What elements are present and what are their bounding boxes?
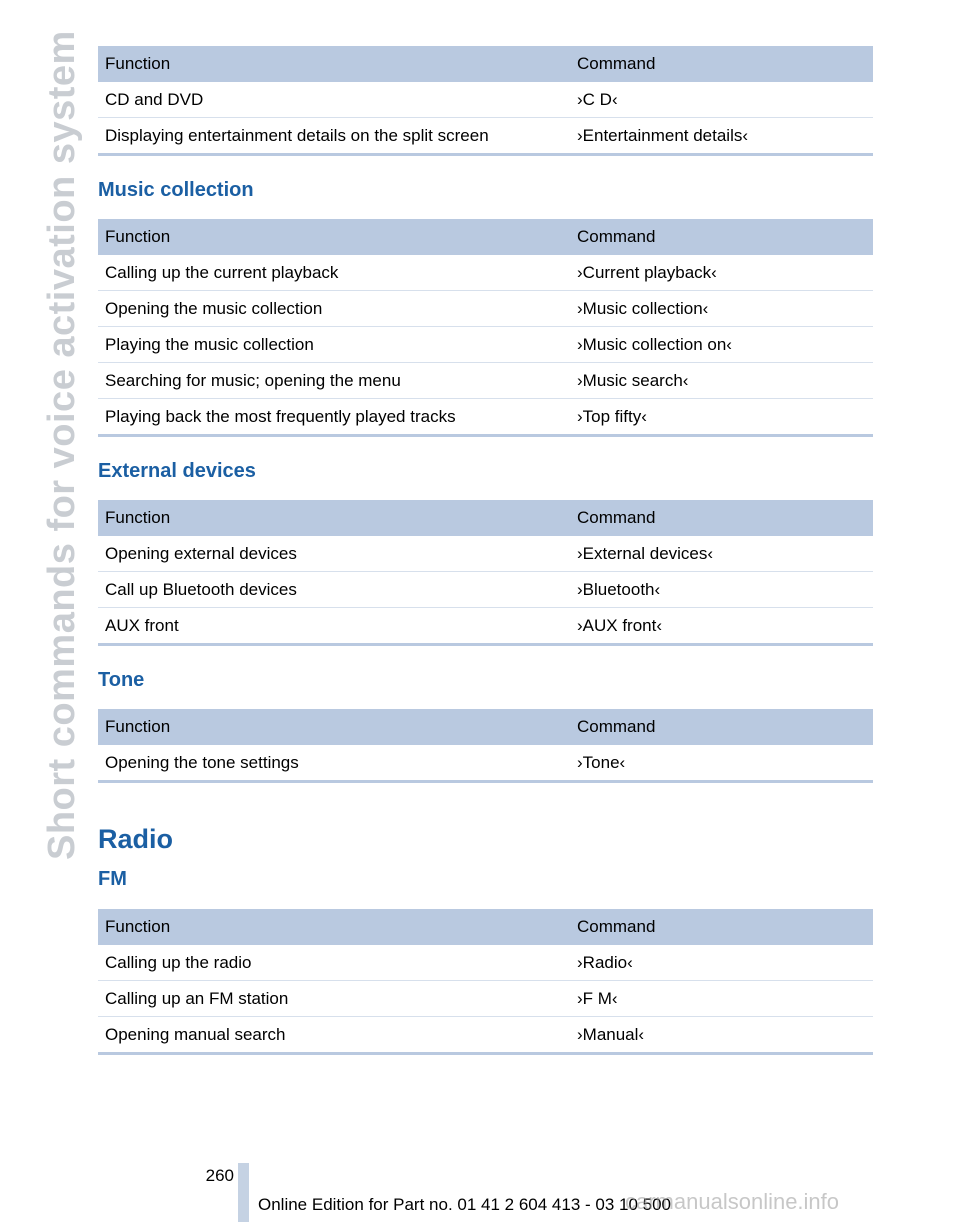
table-row (98, 1017, 873, 1054)
cell-command: ›Entertainment details‹ (570, 118, 873, 155)
table-header-row (98, 219, 873, 255)
cell-function: Displaying entertainment details on the split screen (98, 118, 570, 155)
table-row (98, 399, 873, 436)
header-function: Function (98, 219, 570, 255)
cell-function: Playing the music collection (98, 327, 570, 363)
table-row (98, 945, 873, 981)
cell-function: Opening external devices (98, 536, 570, 572)
cell-command: ›Manual‹ (570, 1017, 873, 1054)
table-row (98, 981, 873, 1017)
footer-divider (238, 1163, 249, 1222)
header-function: Function (98, 500, 570, 536)
cell-command: ›F M‹ (570, 981, 873, 1017)
header-command: Command (570, 219, 873, 255)
table-header-row (98, 909, 873, 945)
cell-command: ›AUX front‹ (570, 608, 873, 645)
cell-function: Calling up an FM station (98, 981, 570, 1017)
section-heading-music-collection: Music collection (98, 179, 254, 201)
page-number: 260 (205, 1166, 234, 1185)
header-command: Command (570, 46, 873, 82)
watermark: carmanualsonline.info (625, 1189, 840, 1214)
cell-command: ›Music collection‹ (570, 291, 873, 327)
table-cd-dvd (98, 46, 873, 156)
table-row (98, 745, 873, 782)
table-tone (98, 709, 873, 783)
table-row (98, 82, 873, 118)
cell-command: ›C D‹ (570, 82, 873, 118)
side-chapter-title (0, 0, 84, 860)
cell-function: AUX front (98, 608, 570, 645)
cell-function: Opening the music collection (98, 291, 570, 327)
table-header-row (98, 709, 873, 745)
table-row (98, 291, 873, 327)
cell-command: ›Top fifty‹ (570, 399, 873, 436)
section-heading-fm: FM (98, 868, 127, 890)
table-music-collection (98, 219, 873, 437)
header-function: Function (98, 709, 570, 745)
cell-command: ›Music collection on‹ (570, 327, 873, 363)
cell-function: Calling up the current playback (98, 255, 570, 291)
page-content (98, 46, 873, 1055)
table-row (98, 118, 873, 155)
table-fm (98, 909, 873, 1055)
header-function: Function (98, 46, 570, 82)
cell-command: ›Bluetooth‹ (570, 572, 873, 608)
table-row (98, 327, 873, 363)
section-heading-tone: Tone (98, 669, 145, 691)
cell-command: ›Tone‹ (570, 745, 873, 782)
cell-function: Playing back the most frequently played tracks (98, 399, 570, 436)
header-command: Command (570, 909, 873, 945)
table-header-row (98, 46, 873, 82)
cell-command: ›External devices‹ (570, 536, 873, 572)
cell-command: ›Current playback‹ (570, 255, 873, 291)
table-row (98, 536, 873, 572)
cell-function: Opening the tone settings (98, 745, 570, 782)
table-row (98, 255, 873, 291)
cell-function: Calling up the radio (98, 945, 570, 981)
edition-note: Online Edition for Part no. 01 41 2 604 413 - 03 10 500 (258, 1195, 672, 1214)
header-function: Function (98, 909, 570, 945)
table-external-devices (98, 500, 873, 646)
table-row (98, 608, 873, 645)
cell-function: Call up Bluetooth devices (98, 572, 570, 608)
header-command: Command (570, 500, 873, 536)
cell-function: CD and DVD (98, 82, 570, 118)
cell-command: ›Music search‹ (570, 363, 873, 399)
cell-command: ›Radio‹ (570, 945, 873, 981)
section-heading-external-devices: External devices (98, 460, 256, 482)
side-chapter-title-text: Short commands for voice activation system (41, 30, 83, 860)
table-row (98, 363, 873, 399)
cell-function: Opening manual search (98, 1017, 570, 1054)
cell-function: Searching for music; opening the menu (98, 363, 570, 399)
table-row (98, 572, 873, 608)
header-command: Command (570, 709, 873, 745)
table-header-row (98, 500, 873, 536)
section-heading-radio: Radio (98, 824, 174, 854)
